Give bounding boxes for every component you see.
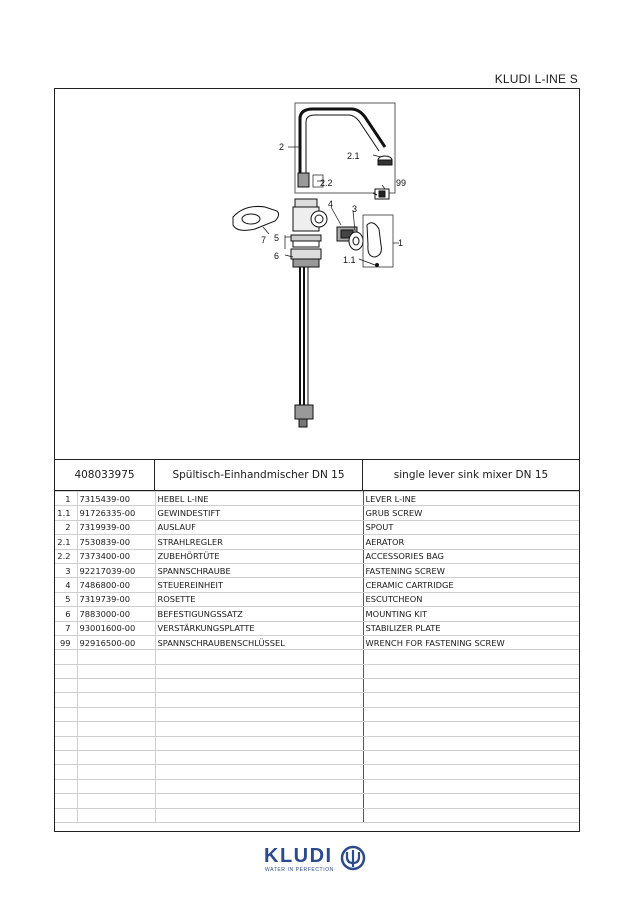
part-position: 2.1 bbox=[55, 535, 77, 549]
table-row bbox=[55, 751, 579, 765]
part-article-number: 7486800-00 bbox=[77, 578, 155, 592]
part-article-number bbox=[77, 722, 155, 736]
part-name-en: STABILIZER PLATE bbox=[363, 621, 579, 635]
supply-hoses bbox=[295, 267, 313, 427]
parts-table-body bbox=[55, 492, 579, 823]
part-name-de: GEWINDESTIFT bbox=[155, 506, 363, 520]
part-name-de: AUSLAUF bbox=[155, 520, 363, 534]
part-name-de bbox=[155, 751, 363, 765]
table-row bbox=[55, 779, 579, 793]
table-row bbox=[55, 549, 579, 563]
part-name-de bbox=[155, 765, 363, 779]
part-article-number: 7319739-00 bbox=[77, 592, 155, 606]
part-name-de bbox=[155, 707, 363, 721]
kludi-emblem-icon bbox=[340, 845, 366, 871]
part-name-en bbox=[363, 664, 579, 678]
part-name-en bbox=[363, 707, 579, 721]
part-name-de: ROSETTE bbox=[155, 592, 363, 606]
part-position: 5 bbox=[55, 592, 77, 606]
mixer-body bbox=[293, 199, 327, 231]
part-article-number bbox=[77, 765, 155, 779]
part-name-de: STRAHLREGLER bbox=[155, 535, 363, 549]
part-name-en: GRUB SCREW bbox=[363, 506, 579, 520]
part-article-number: 7319939-00 bbox=[77, 520, 155, 534]
callout-5: 5 bbox=[274, 233, 280, 243]
stabilizer-plate-shape bbox=[233, 206, 279, 230]
fastening-screw-shape bbox=[349, 232, 363, 250]
part-name-en bbox=[363, 722, 579, 736]
part-article-number bbox=[77, 736, 155, 750]
part-name-en bbox=[363, 736, 579, 750]
part-position bbox=[55, 693, 77, 707]
logo-wordmark: KLUDI bbox=[264, 845, 333, 867]
table-row bbox=[55, 506, 579, 520]
table-row bbox=[55, 635, 579, 649]
part-name-de bbox=[155, 722, 363, 736]
product-name-en: single lever sink mixer DN 15 bbox=[393, 469, 549, 481]
wrench-shape bbox=[373, 189, 389, 199]
part-article-number: 92916500-00 bbox=[77, 635, 155, 649]
part-name-en: ESCUTCHEON bbox=[363, 592, 579, 606]
part-article-number bbox=[77, 664, 155, 678]
part-name-en: LEVER L-INE bbox=[363, 492, 579, 506]
spout-outline bbox=[300, 109, 385, 181]
table-row bbox=[55, 765, 579, 779]
part-article-number: 7883000-00 bbox=[77, 607, 155, 621]
table-row bbox=[55, 563, 579, 577]
table-row bbox=[55, 578, 579, 592]
product-header-row bbox=[55, 459, 579, 491]
callout-2: 2 bbox=[279, 142, 285, 152]
table-row bbox=[55, 664, 579, 678]
product-name-de: Spültisch-Einhandmischer DN 15 bbox=[155, 460, 363, 490]
part-position: 3 bbox=[55, 563, 77, 577]
table-row bbox=[55, 535, 579, 549]
table-row bbox=[55, 679, 579, 693]
callout-3: 3 bbox=[352, 204, 358, 214]
callout-1: 1 bbox=[398, 238, 404, 248]
part-position: 1.1 bbox=[55, 506, 77, 520]
callout-1-1: 1.1 bbox=[343, 255, 356, 265]
part-article-number: 91726335-00 bbox=[77, 506, 155, 520]
table-row bbox=[55, 607, 579, 621]
table-row bbox=[55, 492, 579, 506]
part-name-en bbox=[363, 751, 579, 765]
part-position bbox=[55, 650, 77, 664]
escutcheon-shape bbox=[291, 235, 321, 267]
part-position bbox=[55, 722, 77, 736]
parts-sheet-frame bbox=[54, 88, 580, 832]
part-article-number: 93001600-00 bbox=[77, 621, 155, 635]
grub-screw-dot bbox=[376, 264, 379, 267]
part-name-en: SPOUT bbox=[363, 520, 579, 534]
callout-7: 7 bbox=[261, 235, 267, 245]
part-name-en bbox=[363, 650, 579, 664]
part-name-de bbox=[155, 736, 363, 750]
part-name-en bbox=[363, 779, 579, 793]
part-article-number bbox=[77, 751, 155, 765]
part-position bbox=[55, 664, 77, 678]
spout-frame bbox=[295, 103, 395, 193]
part-article-number bbox=[77, 679, 155, 693]
part-article-number: 92217039-00 bbox=[77, 563, 155, 577]
part-article-number bbox=[77, 693, 155, 707]
table-row bbox=[55, 707, 579, 721]
part-name-de: BEFESTIGUNGSSATZ bbox=[155, 607, 363, 621]
part-name-en bbox=[363, 679, 579, 693]
part-name-de bbox=[155, 693, 363, 707]
part-position: 7 bbox=[55, 621, 77, 635]
callout-2-1: 2.1 bbox=[347, 151, 360, 161]
table-row bbox=[55, 621, 579, 635]
part-name-en bbox=[363, 693, 579, 707]
callout-6: 6 bbox=[274, 251, 280, 261]
part-position: 4 bbox=[55, 578, 77, 592]
table-row bbox=[55, 722, 579, 736]
part-article-number bbox=[77, 794, 155, 808]
kludi-logo bbox=[260, 845, 380, 877]
exploded-view-drawing bbox=[55, 89, 579, 459]
part-name-de: STEUEREINHEIT bbox=[155, 578, 363, 592]
part-name-de bbox=[155, 808, 363, 822]
part-article-number bbox=[77, 808, 155, 822]
part-position bbox=[55, 779, 77, 793]
part-article-number: 7373400-00 bbox=[77, 549, 155, 563]
part-name-en: CERAMIC CARTRIDGE bbox=[363, 578, 579, 592]
part-name-de: SPANNSCHRAUBENSCHLÜSSEL bbox=[155, 635, 363, 649]
part-article-number: 7315439-00 bbox=[77, 492, 155, 506]
part-name-en: WRENCH FOR FASTENING SCREW bbox=[363, 635, 579, 649]
part-article-number bbox=[77, 707, 155, 721]
part-position bbox=[55, 707, 77, 721]
part-name-de bbox=[155, 650, 363, 664]
part-name-de: ZUBEHÖRTÜTE bbox=[155, 549, 363, 563]
part-name-de: SPANNSCHRAUBE bbox=[155, 563, 363, 577]
part-article-number bbox=[77, 650, 155, 664]
callout-99: 99 bbox=[396, 178, 407, 188]
table-row bbox=[55, 520, 579, 534]
table-row bbox=[55, 808, 579, 822]
part-position bbox=[55, 794, 77, 808]
part-name-de: VERSTÄRKUNGSPLATTE bbox=[155, 621, 363, 635]
part-position: 6 bbox=[55, 607, 77, 621]
aerator-thread bbox=[378, 160, 392, 165]
part-name-en bbox=[363, 794, 579, 808]
part-position bbox=[55, 751, 77, 765]
part-article-number bbox=[77, 779, 155, 793]
part-name-en: ACCESSORIES BAG bbox=[363, 549, 579, 563]
table-row bbox=[55, 736, 579, 750]
spout-inner bbox=[306, 115, 379, 181]
table-row bbox=[55, 794, 579, 808]
lever-shape bbox=[367, 223, 381, 257]
part-article-number: 7530839-00 bbox=[77, 535, 155, 549]
table-row bbox=[55, 592, 579, 606]
part-name-de bbox=[155, 679, 363, 693]
callout-2-2: 2.2 bbox=[320, 178, 333, 188]
part-position: 2 bbox=[55, 520, 77, 534]
part-name-en: AERATOR bbox=[363, 535, 579, 549]
part-position: 1 bbox=[55, 492, 77, 506]
page-title: KLUDI L-INE S bbox=[494, 72, 578, 86]
table-row bbox=[55, 650, 579, 664]
part-position bbox=[55, 736, 77, 750]
part-position bbox=[55, 765, 77, 779]
table-row bbox=[55, 693, 579, 707]
part-name-de: HEBEL L-INE bbox=[155, 492, 363, 506]
product-number: 408033975 bbox=[55, 460, 155, 490]
part-name-en bbox=[363, 765, 579, 779]
part-name-en: FASTENING SCREW bbox=[363, 563, 579, 577]
logo-tagline: WATER IN PERFECTION bbox=[265, 867, 334, 873]
part-name-de bbox=[155, 664, 363, 678]
callout-4: 4 bbox=[328, 199, 334, 209]
part-name-de bbox=[155, 794, 363, 808]
part-name-en bbox=[363, 808, 579, 822]
parts-table bbox=[55, 491, 579, 823]
part-name-en: MOUNTING KIT bbox=[363, 607, 579, 621]
spout-thread bbox=[298, 173, 309, 187]
part-name-de bbox=[155, 779, 363, 793]
part-position: 2.2 bbox=[55, 549, 77, 563]
part-position bbox=[55, 808, 77, 822]
part-position: 99 bbox=[55, 635, 77, 649]
part-position bbox=[55, 679, 77, 693]
exploded-view-svg bbox=[55, 89, 579, 459]
